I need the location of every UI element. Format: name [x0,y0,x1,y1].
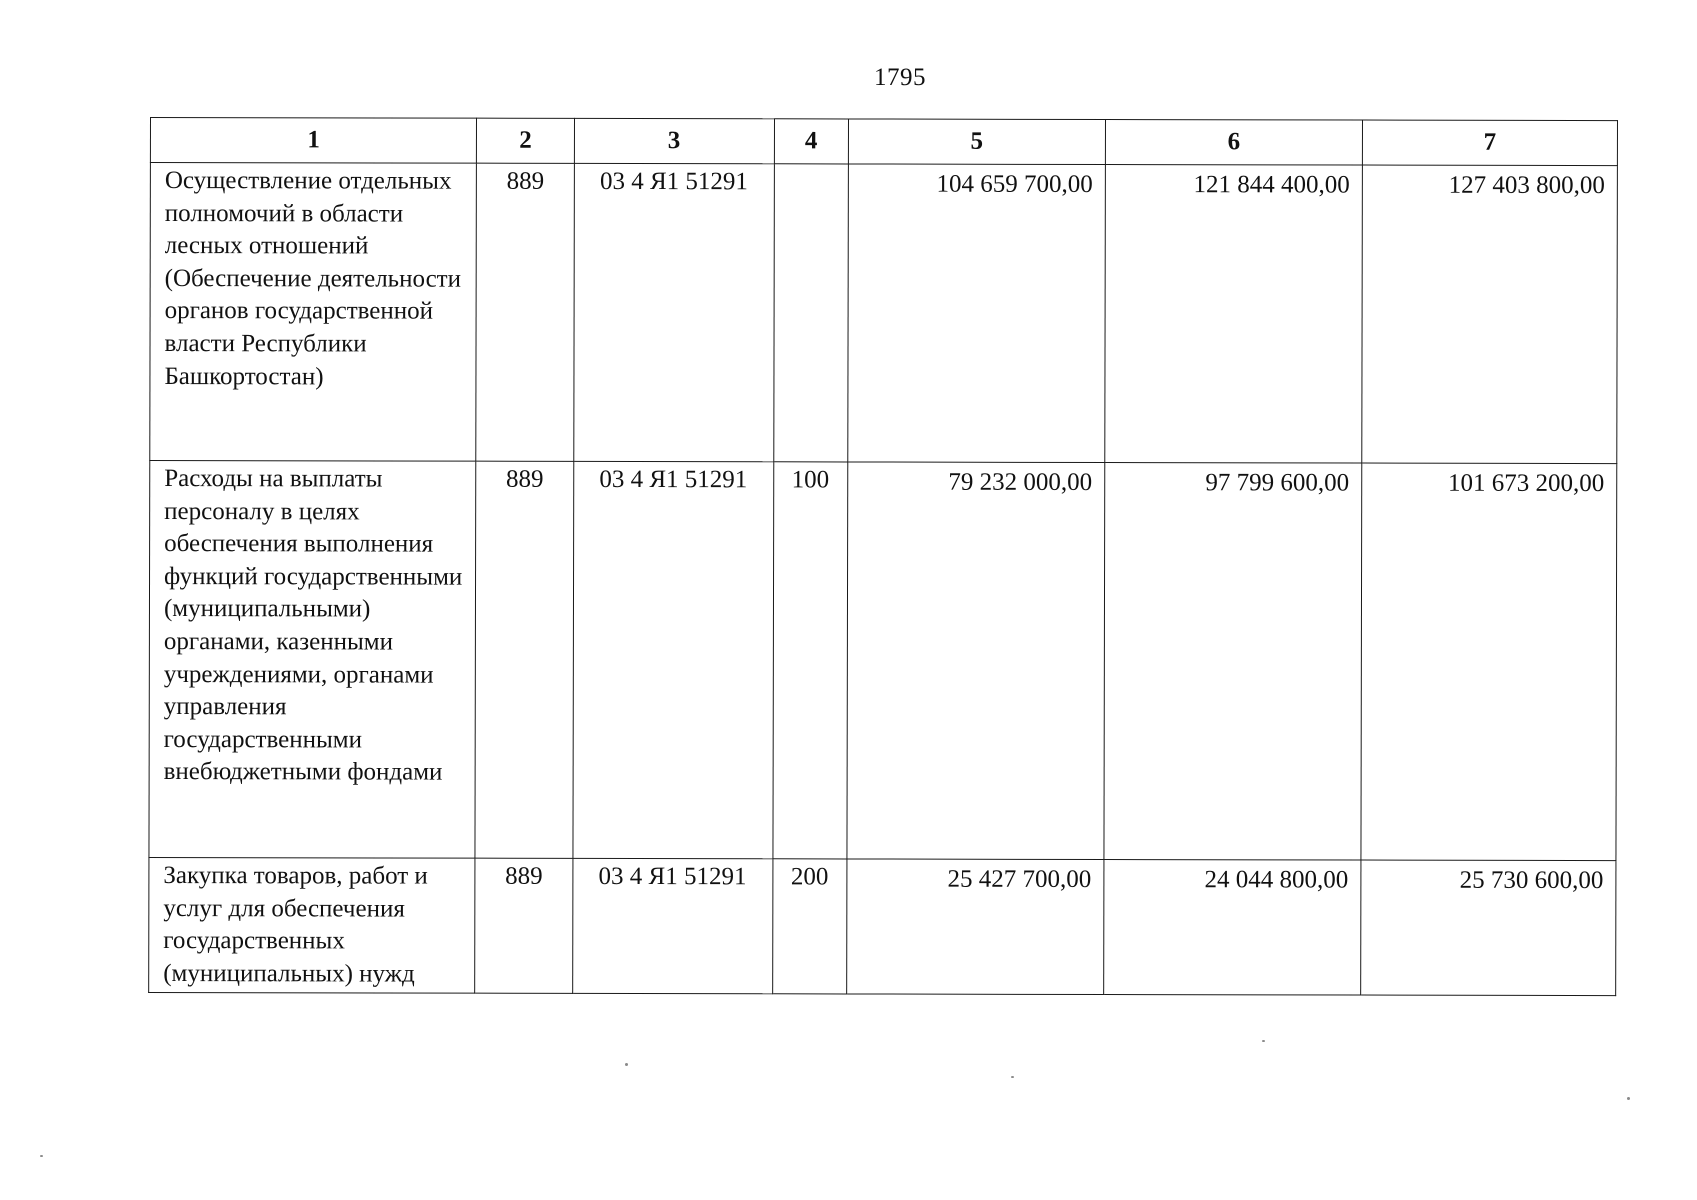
row-expense-type [773,164,848,462]
column-header: 5 [848,119,1105,165]
table-row [150,163,1618,464]
row-expense-type: 200 [772,859,847,995]
scan-speck [40,1155,43,1157]
row-amount-col6: 24 044 800,00 [1104,859,1361,995]
row-expense-type: 100 [772,462,847,859]
row-amount-col7: 101 673 200,00 [1361,463,1617,861]
scan-speck [625,1063,628,1066]
row-amount-col6: 97 799 600,00 [1104,463,1362,861]
column-header: 3 [574,118,774,163]
page-number: 1795 [874,64,926,91]
scan-speck [1262,1040,1265,1042]
row-amount-col6: 121 844 400,00 [1105,165,1363,464]
row-code: 889 [475,858,573,994]
table-row [149,461,1617,861]
row-amount-col5: 25 427 700,00 [846,859,1103,995]
table-header-row [150,118,1617,166]
budget-table [148,117,1618,996]
row-description: Закупка товаров, работ и услуг для обеспечения государственных (муниципальных) нужд [149,857,476,993]
row-description: Осуществление отдельных полномочий в области лесных отношений (Обеспечение деятельности органов государственной власти Республики Башкортостан) [150,163,477,462]
row-amount-col5: 79 232 000,00 [847,462,1105,860]
scan-speck [1627,1097,1630,1100]
row-target-article: 03 4 Я1 51291 [573,461,774,858]
scan-speck [1011,1076,1014,1078]
row-amount-col5: 104 659 700,00 [848,164,1106,463]
row-code: 889 [476,163,574,461]
table-row [149,857,1616,995]
column-header: 6 [1105,120,1362,166]
column-header: 7 [1362,120,1617,166]
column-header: 1 [150,118,476,164]
row-code: 889 [475,461,573,858]
column-header: 2 [477,118,574,163]
row-amount-col7: 127 403 800,00 [1362,165,1618,464]
row-target-article: 03 4 Я1 51291 [572,858,772,994]
row-amount-col7: 25 730 600,00 [1361,860,1616,996]
column-header: 4 [774,119,848,164]
row-target-article: 03 4 Я1 51291 [573,163,773,461]
row-description: Расходы на выплаты персоналу в целях обеспечения выполнения функций государственными (муниципальными) органами, казенными учреждениями, органами управления государственными внебюджетными фондами [149,461,476,859]
